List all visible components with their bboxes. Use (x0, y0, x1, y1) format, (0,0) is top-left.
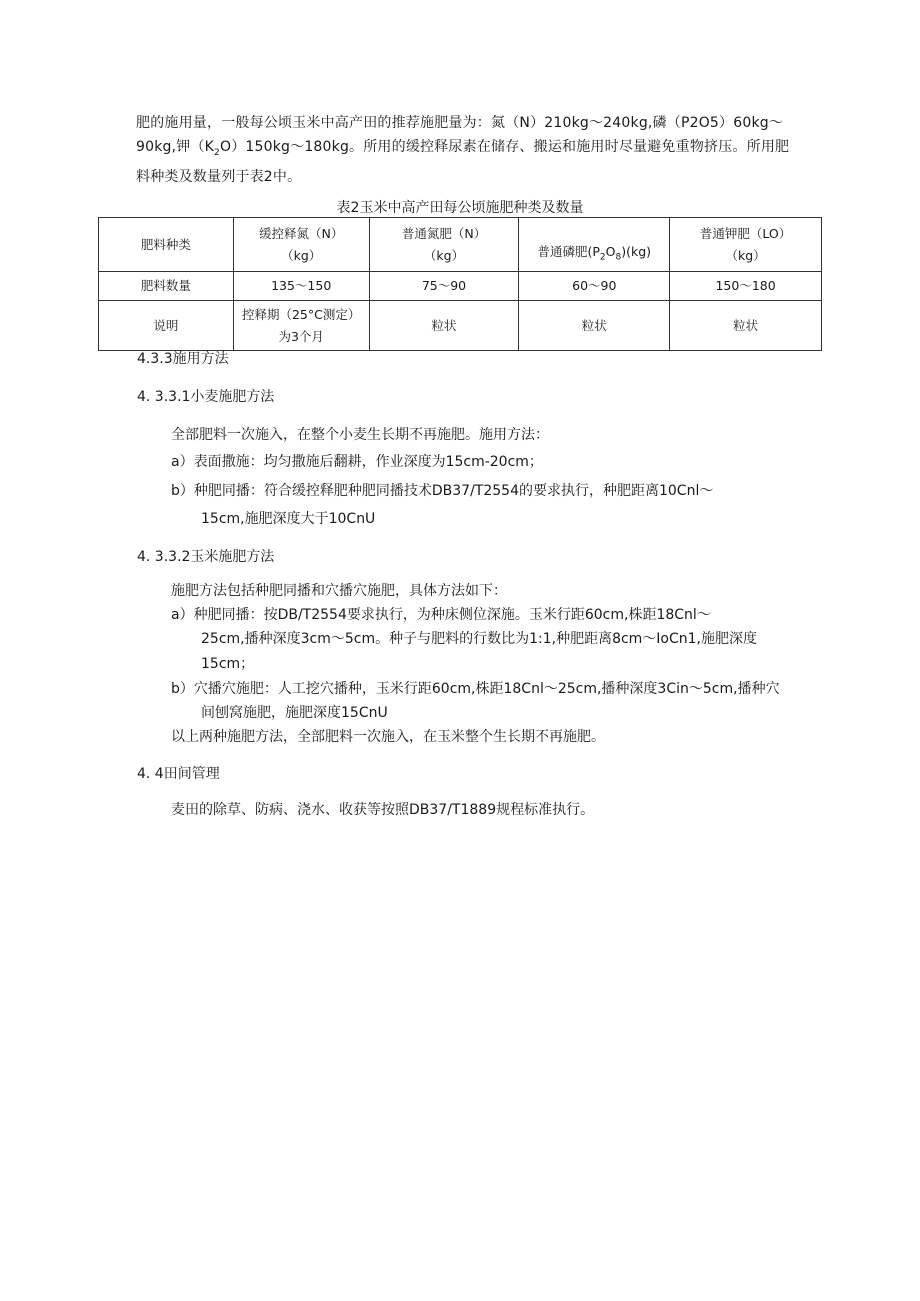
row-label-amount: 肥料数量 (99, 272, 234, 301)
list-item-a: a）表面撒施：均匀撒施后翻耕，作业深度为15cm-20cm； (171, 454, 543, 470)
list-item-a: a）种肥同播：按DB/T2554要求执行，为种床侧位深施。玉米行距60cm,株距18Cnl～ (171, 607, 711, 623)
table-cell: 粒状 (519, 301, 670, 351)
list-item-b-continued: 间刨窝施肥，施肥深度15CnU (201, 705, 388, 721)
section-heading-433: 4.3.3施用方法 (137, 351, 229, 367)
list-item-a-continued: 25cm,播种深度3cm～5cm。种子与肥料的行数比为1:1,种肥距离8cm～IoCn1,施肥深度 (201, 631, 758, 647)
paragraph: 全部肥料一次施入，在整个小麦生长期不再施肥。施用方法： (171, 427, 549, 443)
table-cell: 60～90 (519, 272, 670, 301)
list-item-a-continued: 15cm； (201, 656, 255, 672)
list-item-b: b）种肥同播：符合缓控释肥种肥同播技术DB37/T2554的要求执行，种肥距离10Cnl～ (171, 483, 714, 499)
list-item-b-continued: 15cm,施肥深度大于10CnU (201, 511, 376, 527)
table-cell: 控释期（25°C测定） 为3个月 (233, 301, 369, 351)
section-heading-44: 4. 4田间管理 (137, 766, 220, 782)
header-normal-k: 普通钾肥（LO） （kg） (670, 218, 822, 272)
row-label-note: 说明 (99, 301, 234, 351)
table-cell: 150～180 (670, 272, 822, 301)
table-caption: 表2玉米中高产田每公顷施肥种类及数量 (336, 200, 584, 216)
intro-paragraph (136, 111, 816, 189)
paragraph: 麦田的除草、防病、浇水、收获等按照DB37/T1889规程标准执行。 (171, 802, 595, 818)
fertilizer-table (98, 217, 822, 351)
section-heading-4331: 4. 3.3.1小麦施肥方法 (137, 389, 275, 405)
table-cell: 75～90 (369, 272, 519, 301)
table-cell: 粒状 (369, 301, 519, 351)
table-cell: 粒状 (670, 301, 822, 351)
intro-line-3: 料种类及数量列于表2中。 (136, 168, 302, 185)
section-heading-4332: 4. 3.3.2玉米施肥方法 (137, 549, 275, 565)
header-slow-release-n: 缓控释氮（N） （kg） (233, 218, 369, 272)
header-normal-n: 普通氮肥（N） （kg） (369, 218, 519, 272)
list-item-b: b）穴播穴施肥：人工挖穴播种，玉米行距60cm,株距18Cnl～25cm,播种深度3Cin～5cm,播种穴 (171, 681, 780, 697)
paragraph: 施肥方法包括种肥同播和穴播穴施肥，具体方法如下： (171, 583, 507, 599)
row-label-type: 肥料种类 (99, 218, 234, 272)
table-row (99, 218, 822, 272)
intro-line-2: 90kg,钾$(K_2O)150kg\sim 180kg$。所用的缓控释尿素在储存、搬运和施用时尽量避免重物挤压。所用肥 (136, 139, 790, 158)
table-row (99, 301, 822, 351)
paragraph: 以上两种施肥方法，全部肥料一次施入，在玉米整个生长期不再施肥。 (171, 729, 605, 745)
intro-line-1: 肥的施用量，一般每公顷玉米中高产田的推荐施肥量为：氮（N）210kg～240kg,磷（P2O5）60kg～ (136, 115, 784, 131)
table-cell: 135～150 (233, 272, 369, 301)
table-row (99, 272, 822, 301)
header-normal-p: 普通磷肥$(P_2O_8)(kg)$ (519, 218, 670, 272)
